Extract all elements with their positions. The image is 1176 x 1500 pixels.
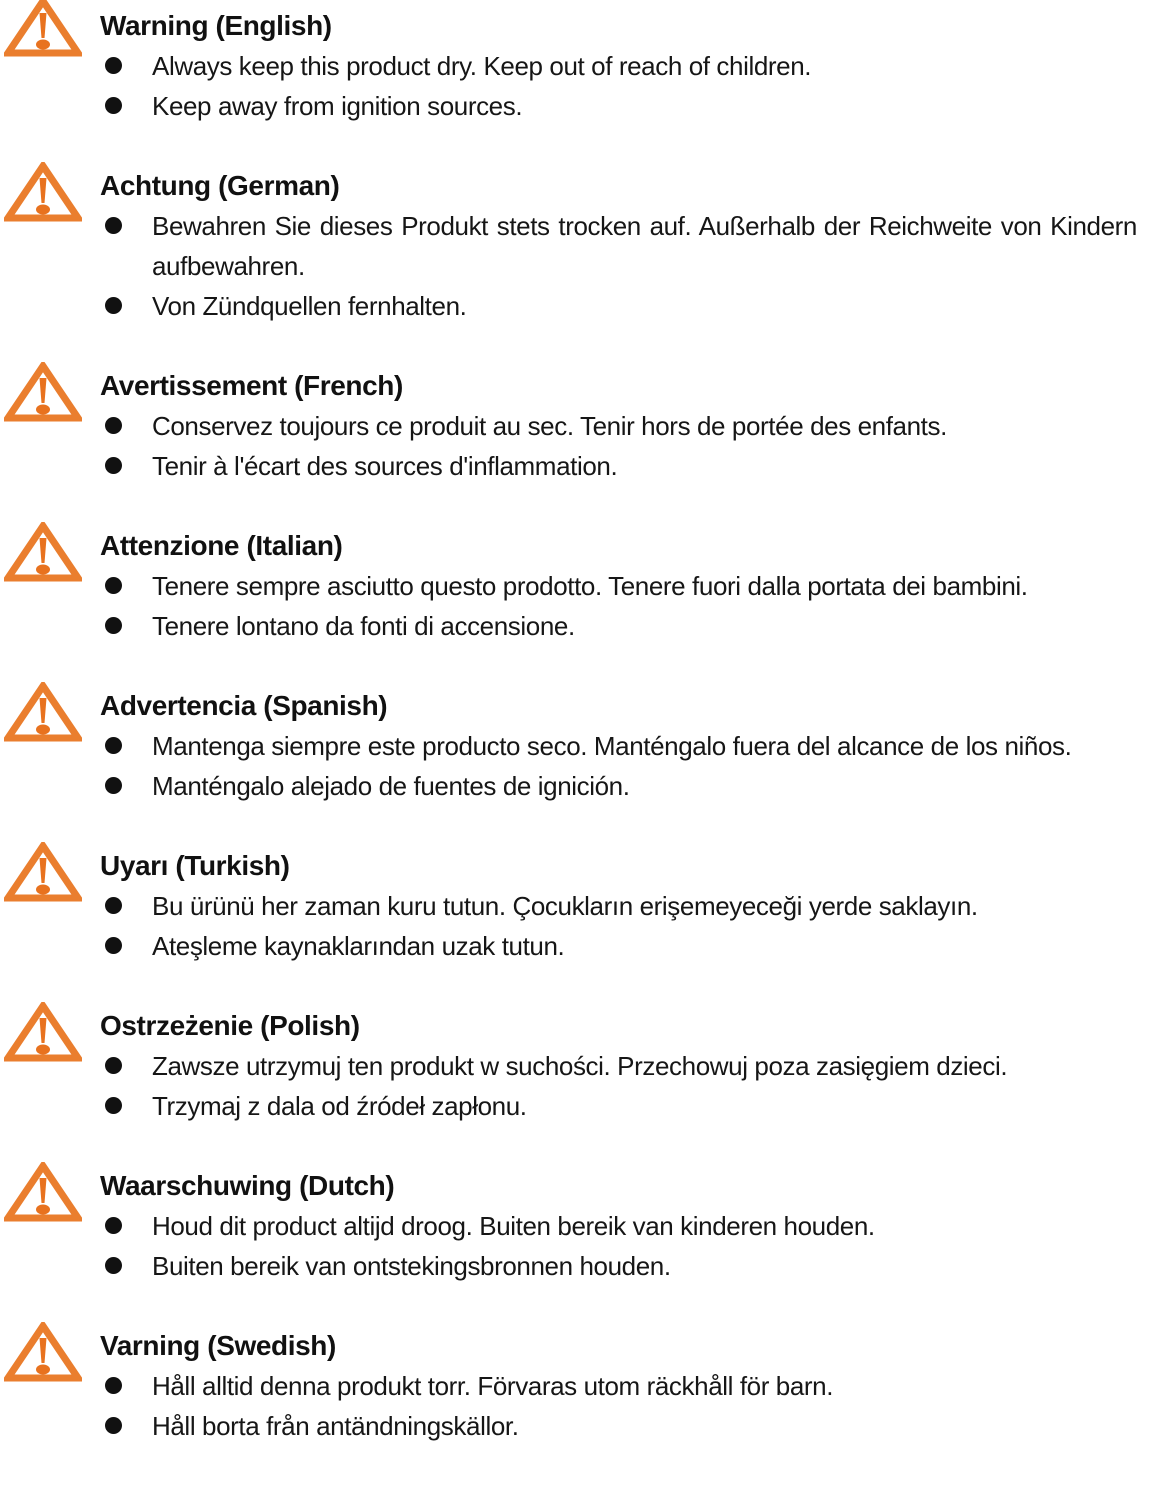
bullet-icon <box>105 57 122 74</box>
bullet-list <box>100 206 1176 326</box>
bullet-icon <box>105 1257 122 1274</box>
bullet-text: Bewahren Sie dieses Produkt stets trocken auf. Außerhalb der Reichweite von Kindern aufbewahren. <box>152 211 1137 281</box>
list-item <box>100 606 1176 646</box>
section-title: Waarschuwing (Dutch) <box>100 1170 395 1201</box>
bullet-icon <box>105 1377 122 1394</box>
section-title: Ostrzeżenie (Polish) <box>100 1010 360 1041</box>
warning-section-turkish <box>0 840 1176 966</box>
warning-section-german <box>0 160 1176 326</box>
list-item <box>100 1046 1176 1086</box>
warning-triangle-icon <box>0 360 100 486</box>
warning-triangle-icon <box>0 1000 100 1126</box>
bullet-list <box>100 566 1176 646</box>
bullet-icon <box>105 937 122 954</box>
bullet-icon <box>105 777 122 794</box>
list-item <box>100 726 1176 766</box>
bullet-text: Tenir à l'écart des sources d'inflammation. <box>152 451 618 481</box>
bullet-icon <box>105 1417 122 1434</box>
bullet-icon <box>105 297 122 314</box>
bullet-icon <box>105 737 122 754</box>
bullet-text: Conservez toujours ce produit au sec. Tenir hors de portée des enfants. <box>152 411 947 441</box>
warning-triangle-icon <box>0 680 100 806</box>
warning-section-italian <box>0 520 1176 646</box>
warning-section-dutch <box>0 1160 1176 1286</box>
bullet-list <box>100 46 1176 126</box>
warning-triangle-icon <box>0 1160 100 1286</box>
bullet-text: Håll borta från antändningskällor. <box>152 1411 519 1441</box>
list-item <box>100 766 1176 806</box>
warning-triangle-icon <box>0 840 100 966</box>
list-item <box>100 286 1176 326</box>
list-item <box>100 926 1176 966</box>
bullet-text: Keep away from ignition sources. <box>152 91 523 121</box>
list-item <box>100 1366 1176 1406</box>
section-title: Warning (English) <box>100 10 332 41</box>
list-item <box>100 206 1176 286</box>
warning-triangle-icon <box>0 0 100 126</box>
bullet-text: Håll alltid denna produkt torr. Förvaras utom räckhåll för barn. <box>152 1371 834 1401</box>
bullet-text: Tenere sempre asciutto questo prodotto. Tenere fuori dalla portata dei bambini. <box>152 571 1028 601</box>
bullet-text: Ateşleme kaynaklarından uzak tutun. <box>152 931 565 961</box>
bullet-list <box>100 406 1176 486</box>
section-title: Uyarı (Turkish) <box>100 850 290 881</box>
bullet-text: Buiten bereik van ontstekingsbronnen houden. <box>152 1251 671 1281</box>
section-title: Achtung (German) <box>100 170 340 201</box>
bullet-text: Tenere lontano da fonti di accensione. <box>152 611 575 641</box>
bullet-list <box>100 1206 1176 1286</box>
bullet-icon <box>105 617 122 634</box>
bullet-text: Von Zündquellen fernhalten. <box>152 291 467 321</box>
warning-section-french <box>0 360 1176 486</box>
list-item <box>100 1406 1176 1446</box>
warning-section-spanish <box>0 680 1176 806</box>
warning-triangle-icon <box>0 1320 100 1446</box>
list-item <box>100 566 1176 606</box>
list-item <box>100 46 1176 86</box>
list-item <box>100 1206 1176 1246</box>
bullet-text: Houd dit product altijd droog. Buiten bereik van kinderen houden. <box>152 1211 875 1241</box>
bullet-text: Trzymaj z dala od źródeł zapłonu. <box>152 1091 527 1121</box>
bullet-icon <box>105 457 122 474</box>
list-item <box>100 1246 1176 1286</box>
section-title: Avertissement (French) <box>100 370 403 401</box>
list-item <box>100 406 1176 446</box>
warning-section-swedish <box>0 1320 1176 1446</box>
bullet-text: Always keep this product dry. Keep out of reach of children. <box>152 51 812 81</box>
bullet-icon <box>105 1057 122 1074</box>
bullet-icon <box>105 1217 122 1234</box>
bullet-list <box>100 1366 1176 1446</box>
bullet-icon <box>105 417 122 434</box>
bullet-list <box>100 726 1176 806</box>
list-item <box>100 886 1176 926</box>
warning-triangle-icon <box>0 160 100 326</box>
bullet-text: Mantenga siempre este producto seco. Manténgalo fuera del alcance de los niños. <box>152 731 1072 761</box>
section-title: Advertencia (Spanish) <box>100 690 388 721</box>
bullet-list <box>100 1046 1176 1126</box>
warning-section-english <box>0 0 1176 126</box>
bullet-icon <box>105 897 122 914</box>
bullet-icon <box>105 217 122 234</box>
list-item <box>100 446 1176 486</box>
warning-triangle-icon <box>0 520 100 646</box>
bullet-list <box>100 886 1176 966</box>
bullet-icon <box>105 1097 122 1114</box>
list-item <box>100 86 1176 126</box>
bullet-text: Zawsze utrzymuj ten produkt w suchości. Przechowuj poza zasięgiem dzieci. <box>152 1051 1008 1081</box>
section-title: Attenzione (Italian) <box>100 530 343 561</box>
section-title: Varning (Swedish) <box>100 1330 336 1361</box>
bullet-icon <box>105 97 122 114</box>
warning-section-polish <box>0 1000 1176 1126</box>
bullet-text: Bu ürünü her zaman kuru tutun. Çocukların erişemeyeceği yerde saklayın. <box>152 891 978 921</box>
bullet-icon <box>105 577 122 594</box>
list-item <box>100 1086 1176 1126</box>
bullet-text: Manténgalo alejado de fuentes de ignición. <box>152 771 630 801</box>
